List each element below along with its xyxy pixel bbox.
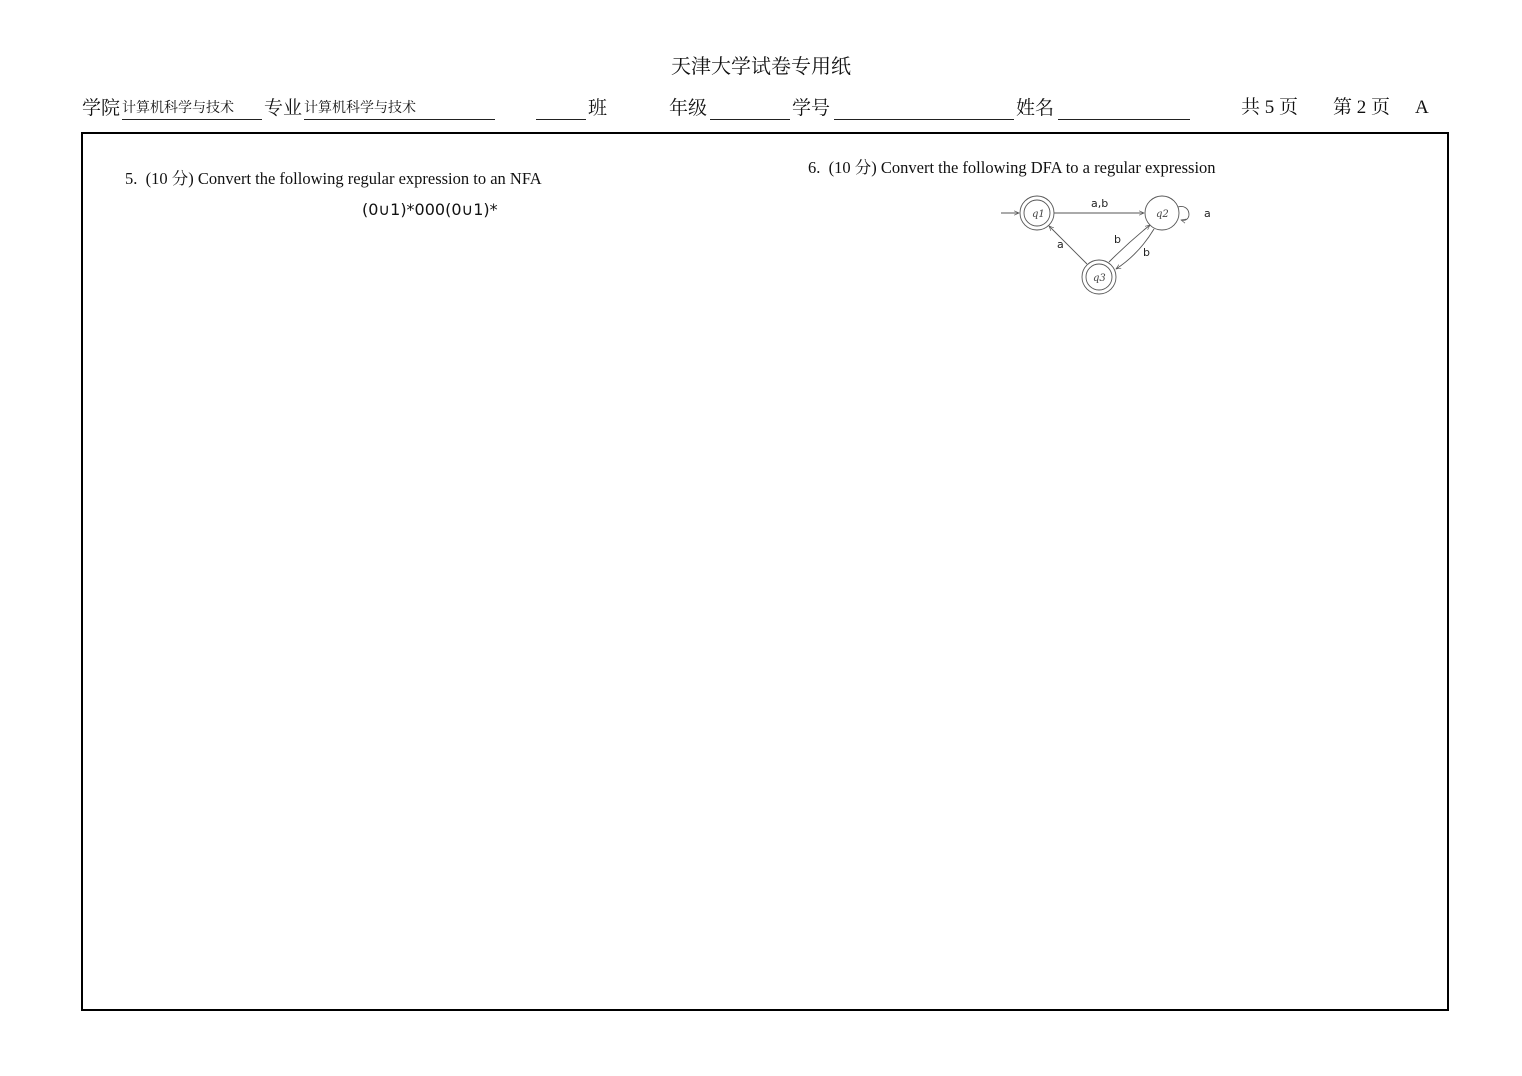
edge-q3-q1 bbox=[1049, 226, 1087, 264]
edge-q2-q2 bbox=[1178, 206, 1189, 220]
class-label: 班 bbox=[588, 97, 608, 119]
edge-q2-q2-label: a bbox=[1204, 207, 1211, 220]
page-number: 第 2 页 bbox=[1333, 97, 1391, 118]
question-5 bbox=[125, 165, 542, 189]
class-field[interactable] bbox=[536, 93, 586, 120]
edge-q2-q3-label: b bbox=[1143, 246, 1150, 259]
state-q2-label: q2 bbox=[1156, 209, 1169, 220]
major-label: 专业 bbox=[264, 97, 303, 119]
name-field[interactable] bbox=[1058, 93, 1190, 120]
question-5-expression: (0∪1)*000(0∪1)* bbox=[362, 200, 498, 219]
edge-q1-q2-label: a,b bbox=[1091, 197, 1109, 210]
college-label: 学院 bbox=[82, 97, 121, 119]
edge-q3-q1-label: a bbox=[1057, 238, 1064, 251]
state-q1-label: q1 bbox=[1032, 209, 1045, 220]
student-id-field[interactable] bbox=[834, 93, 1014, 120]
state-q3-label: q3 bbox=[1093, 273, 1106, 284]
name-label: 姓名 bbox=[1016, 97, 1055, 119]
paper-title: 天津大学试卷专用纸 bbox=[671, 56, 851, 78]
college-value: 计算机科学与技术 bbox=[122, 101, 234, 116]
question-6-number: 6. bbox=[808, 158, 821, 177]
major-value: 计算机科学与技术 bbox=[304, 101, 416, 116]
college-field[interactable] bbox=[122, 93, 262, 120]
grade-label: 年级 bbox=[669, 97, 708, 119]
student-id-label: 学号 bbox=[792, 97, 831, 119]
answer-area-frame bbox=[81, 132, 1449, 1011]
question-6-text: (10 分) Convert the following DFA to a regular expression bbox=[828, 158, 1216, 177]
dfa-diagram bbox=[995, 190, 1225, 305]
grade-field[interactable] bbox=[710, 93, 790, 120]
edge-q3-q2-label: b bbox=[1114, 233, 1121, 246]
paper-version: A bbox=[1415, 97, 1429, 118]
question-6 bbox=[808, 154, 1216, 178]
question-5-text: (10 分) Convert the following regular expression to an NFA bbox=[145, 169, 542, 188]
major-field[interactable] bbox=[304, 93, 495, 120]
question-5-number: 5. bbox=[125, 169, 138, 188]
total-pages: 共 5 页 bbox=[1241, 97, 1299, 118]
